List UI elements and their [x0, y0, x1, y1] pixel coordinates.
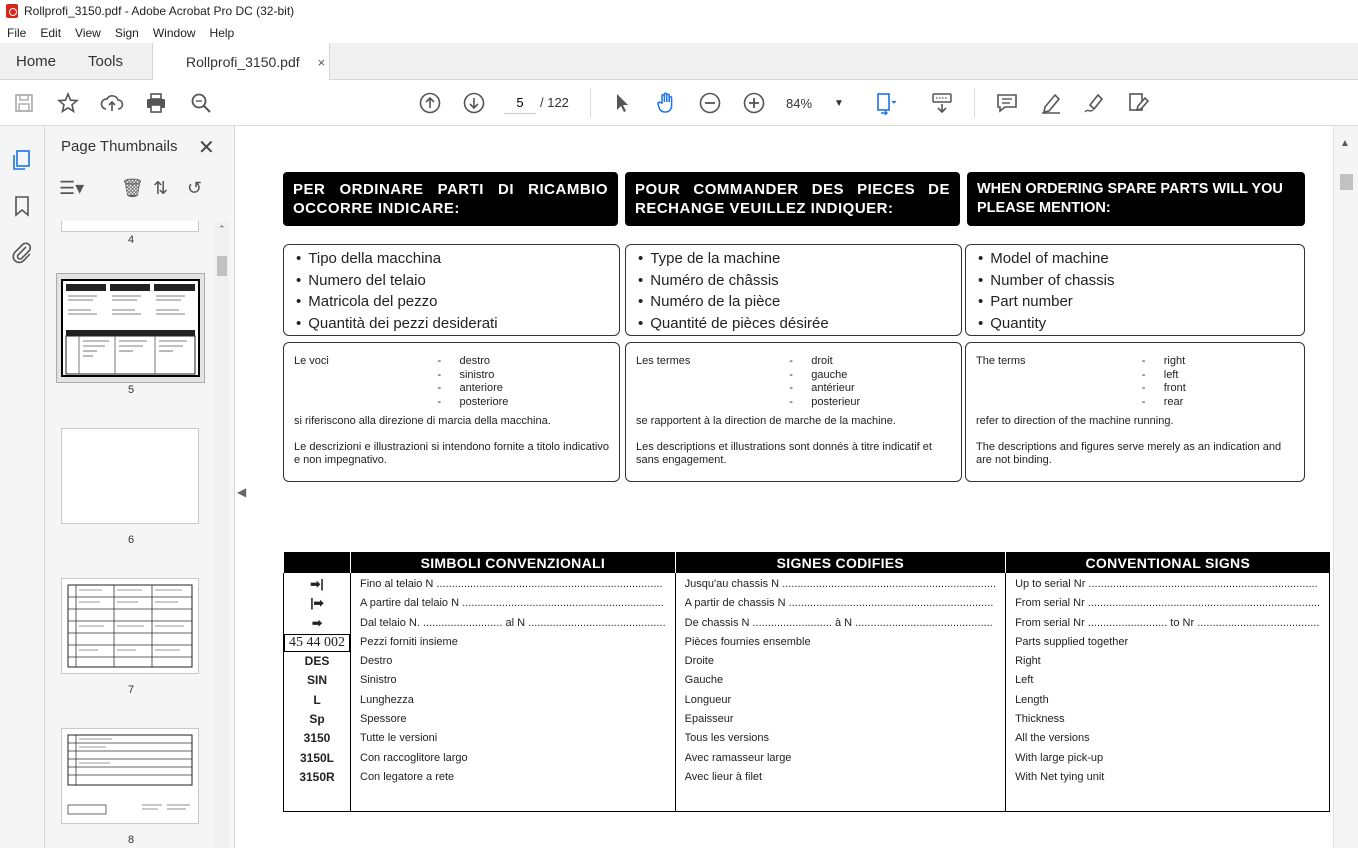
select-arrow-icon[interactable] [610, 91, 634, 115]
order-list-english [965, 244, 1305, 336]
zoom-level-value: 84% [786, 95, 813, 111]
hand-tool-icon[interactable] [654, 91, 678, 115]
search-icon[interactable] [189, 91, 213, 115]
sign-text: Gauche [684, 674, 724, 687]
menu-help[interactable]: Help [209, 25, 235, 40]
tab-home[interactable]: Home [16, 53, 57, 70]
save-icon[interactable] [12, 91, 36, 115]
delete-page-icon[interactable]: 🗑 [121, 178, 144, 198]
menu-sign[interactable]: Sign [114, 25, 139, 40]
note-description: Le descrizioni e illustrazioni si intendono fornite a titolo indicativo e non impegnativo. [294, 440, 609, 466]
thumbnail-scrollbar[interactable] [215, 221, 229, 848]
sign-symbol: 3150L [299, 750, 335, 765]
list-item: • Part number [978, 291, 1292, 313]
tab-bar [0, 43, 1358, 80]
scrollbar-thumb[interactable] [1340, 174, 1353, 190]
sign-text: Pièces fournies ensemble [684, 635, 811, 648]
note-refer: refer to direction of the machine running. [976, 415, 1174, 427]
edit-form-icon[interactable] [1126, 91, 1150, 115]
note-lead: Les termes [636, 355, 691, 367]
sign-text: Longueur [684, 693, 732, 706]
document-scrollbar[interactable] [1333, 126, 1358, 848]
thumbnail-list [45, 221, 217, 848]
thumbnail-page[interactable] [61, 221, 199, 232]
tab-document[interactable] [152, 43, 330, 81]
list-item: • Numéro de châssis [638, 270, 949, 292]
page-total: / 122 [540, 95, 569, 110]
sign-text: A partire dal telaio N .................................................................. [360, 597, 664, 610]
sign-text: Destro [360, 655, 393, 668]
note-term: right [1163, 355, 1186, 367]
english-column [1006, 573, 1330, 812]
thumbnail-page[interactable] [61, 578, 199, 674]
table-header-italian: SIMBOLI CONVENZIONALI [351, 552, 676, 573]
sign-symbol: L [313, 692, 321, 707]
close-panel-icon[interactable]: ✕ [198, 137, 215, 159]
menu-file[interactable]: File [7, 25, 27, 40]
sign-text: Length [1015, 693, 1049, 706]
comment-icon[interactable] [995, 91, 1019, 115]
sign-text: Tutte le versioni [360, 732, 438, 745]
next-page-icon[interactable] [462, 91, 486, 115]
previous-page-icon[interactable] [418, 91, 442, 115]
order-list-italian [283, 244, 620, 336]
list-item: • Quantità dei pezzi desiderati [296, 313, 607, 335]
sign-text: Droite [684, 655, 714, 668]
highlight-pen-icon[interactable] [1039, 91, 1063, 115]
pdf-app-icon [6, 4, 18, 18]
sign-symbol: SIN [306, 673, 327, 688]
sign-text: A partir de chassis N ................................................................... [684, 597, 994, 610]
thumbnail-page[interactable] [61, 428, 199, 524]
bookmarks-icon[interactable] [10, 194, 34, 218]
note-term: destro [459, 355, 491, 367]
extract-page-icon[interactable]: ⇅ [153, 178, 169, 198]
sign-symbol: |➡ [310, 596, 324, 611]
sign-text: Dal telaio N. .......................... al N ............................................. [360, 616, 666, 629]
attachments-paperclip-icon[interactable] [10, 240, 34, 264]
note-term: sinistro [459, 368, 495, 381]
page-thumbnails-icon[interactable] [10, 148, 34, 172]
note-description: Les descriptions et illustrations sont donnés à titre indicatif et sans engagement. [636, 440, 932, 466]
upload-cloud-icon[interactable] [100, 91, 124, 115]
note-term: anteriore [459, 382, 503, 394]
note-term: front [1163, 382, 1186, 394]
sign-symbol: ➡ [311, 615, 323, 630]
menu-window[interactable]: Window [152, 25, 196, 40]
sign-pen-icon[interactable] [1082, 91, 1106, 115]
thumbnail-page-number: 7 [127, 684, 135, 696]
sign-text: All the versions [1015, 732, 1090, 745]
italian-column [351, 573, 676, 812]
list-item: • Numéro de la pièce [638, 291, 949, 313]
collapse-panel-icon[interactable]: ◀ [237, 485, 247, 499]
menu-bar [0, 22, 1358, 43]
header-italian: PER ORDINARE PARTI DI RICAMBIO OCCORRE INDICARE: [283, 172, 618, 226]
note-lead: Le voci [294, 355, 329, 367]
sign-text: Sinistro [360, 674, 397, 687]
page-number-input[interactable] [504, 92, 536, 114]
conventional-signs-table [283, 552, 1330, 812]
list-item: • Tipo della macchina [296, 248, 607, 270]
sign-symbol: 3150R [299, 769, 335, 784]
sign-symbol: 3150 [303, 731, 331, 746]
sign-text: Lunghezza [360, 693, 414, 706]
sign-text: Con raccoglitore largo [360, 751, 468, 764]
zoom-in-icon[interactable] [742, 91, 766, 115]
fit-page-icon[interactable] [874, 91, 898, 115]
sign-text: Epaisseur [684, 713, 734, 726]
note-description: The descriptions and figures serve merely as an indication and are not binding. [976, 440, 1282, 466]
left-navigation-rail [0, 126, 45, 848]
note-refer: si riferiscono alla direzione di marcia della macchina. [294, 415, 551, 427]
sign-text: With Net tying unit [1015, 770, 1105, 783]
scrollbar-thumb[interactable] [217, 256, 227, 276]
note-term: rear [1163, 395, 1184, 408]
note-term: left [1163, 368, 1179, 381]
thumbnail-page-selected[interactable] [56, 273, 205, 383]
list-item: • Numero del telaio [296, 270, 607, 292]
sign-symbol: Sp [309, 712, 325, 727]
table-header-english: CONVENTIONAL SIGNS [1006, 552, 1330, 573]
print-icon[interactable] [144, 91, 168, 115]
pdf-page [253, 126, 1333, 848]
sign-text: From serial Nr .......................... to Nr ........................................ [1015, 616, 1320, 629]
thumbnail-page-number: 6 [127, 534, 135, 546]
keyboard-scroll-icon[interactable] [930, 91, 954, 115]
table-header-french: SIGNES CODIFIES [675, 552, 1005, 573]
sign-text: Right [1015, 655, 1041, 668]
note-french: Les termes - droit - gauche - antérieur - posterieur se rapportent à la direction de marche de la machine. Les descriptions et illustrations sont donnés à titre indicatif et sans engagement. [625, 342, 962, 482]
sign-text: Up to serial Nr ........................................................................... [1015, 578, 1318, 590]
thumbnail-page-number: 8 [127, 834, 135, 846]
list-item: • Model of machine [978, 248, 1292, 270]
sign-text: Avec lieur à filet [684, 770, 763, 783]
sign-text: Left [1015, 674, 1034, 687]
list-item: • Matricola del pezzo [296, 291, 607, 313]
sign-text: Parts supplied together [1015, 635, 1129, 648]
header-english: WHEN ORDERING SPARE PARTS WILL YOU PLEASE MENTION: [967, 172, 1305, 226]
french-column [675, 573, 1005, 812]
list-item: • Type de la machine [638, 248, 949, 270]
sign-text: From serial Nr ............................................................................ [1015, 597, 1321, 610]
tab-document-label: Rollprofi_3150.pdf [186, 54, 300, 70]
sign-text: Con legatore a rete [360, 770, 455, 783]
close-tab-icon[interactable]: × [317, 54, 326, 70]
sign-text: Tous les versions [684, 732, 770, 745]
order-list-french [625, 244, 962, 336]
rotate-page-icon[interactable]: ↺ [187, 178, 203, 198]
symbols-column [284, 573, 351, 812]
sign-text: With large pick-up [1015, 751, 1104, 764]
zoom-out-icon[interactable] [698, 91, 722, 115]
panel-toolbar [59, 178, 219, 202]
note-term: posterieur [811, 395, 861, 408]
note-term: gauche [811, 368, 848, 381]
thumbnail-page-number: 4 [127, 234, 135, 246]
sign-text: De chassis N .......................... à N ............................................. [684, 616, 993, 629]
note-lead: The terms [976, 355, 1026, 367]
chevron-up-icon[interactable]: ▲ [1340, 138, 1350, 149]
menu-view[interactable]: View [75, 25, 101, 40]
panel-title: Page Thumbnails [61, 138, 178, 155]
note-term: droit [811, 355, 833, 367]
tab-tools[interactable]: Tools [88, 53, 124, 70]
sign-text: Spessore [360, 713, 407, 726]
title-bar [0, 0, 1358, 22]
list-item: • Number of chassis [978, 270, 1292, 292]
main-toolbar [0, 80, 1358, 126]
zoom-level-select[interactable] [786, 92, 852, 114]
toolbar-divider [974, 88, 975, 118]
page-thumbnails-panel [45, 126, 235, 848]
window-title: Rollprofi_3150.pdf - Adobe Acrobat Pro DC (32-bit) [24, 4, 295, 18]
sign-symbol: 45 44 002 [284, 634, 350, 652]
note-italian: Le voci - destro - sinistro - anteriore - posteriore si riferiscono alla direzione di marcia della macchina. Le descrizioni e illustrazioni si intendono fornite a titolo indicativo e non impegnativo. [283, 342, 620, 482]
note-term: antérieur [811, 382, 855, 394]
chevron-down-icon: ▼ [834, 97, 844, 109]
note-term: posteriore [459, 395, 509, 408]
document-view [253, 126, 1333, 848]
menu-edit[interactable]: Edit [40, 25, 62, 40]
list-item: • Quantité de pièces désirée [638, 313, 949, 335]
bookmark-star-icon[interactable] [56, 91, 80, 115]
thumbnail-page-number: 5 [127, 384, 135, 396]
sign-symbol: ➡| [310, 577, 324, 591]
chevron-up-icon[interactable]: ⌃ [218, 224, 226, 234]
thumbnail-options-icon[interactable]: ☰▾ [59, 178, 85, 198]
thumbnail-page[interactable] [61, 728, 199, 824]
note-refer: se rapportent à la direction de marche de la machine. [636, 415, 896, 427]
sign-text: Avec ramasseur large [684, 751, 792, 764]
sign-symbol: DES [304, 654, 330, 669]
note-english: The terms - right - left - front - rear refer to direction of the machine running. The descriptions and figures serve merely as an indication and are not binding. [965, 342, 1305, 482]
sign-text: Jusqu'au chassis N ...................................................................... [684, 578, 997, 590]
sign-text: Thickness [1015, 713, 1065, 726]
toolbar-divider [590, 88, 591, 118]
header-french: POUR COMMANDER DES PIECES DE RECHANGE VEUILLEZ INDIQUER: [625, 172, 960, 226]
sign-text: Fino al telaio N .......................................................................... [360, 578, 663, 590]
table-header-blank [284, 552, 351, 573]
list-item: • Quantity [978, 313, 1292, 335]
sign-text: Pezzi forniti insieme [360, 635, 458, 648]
